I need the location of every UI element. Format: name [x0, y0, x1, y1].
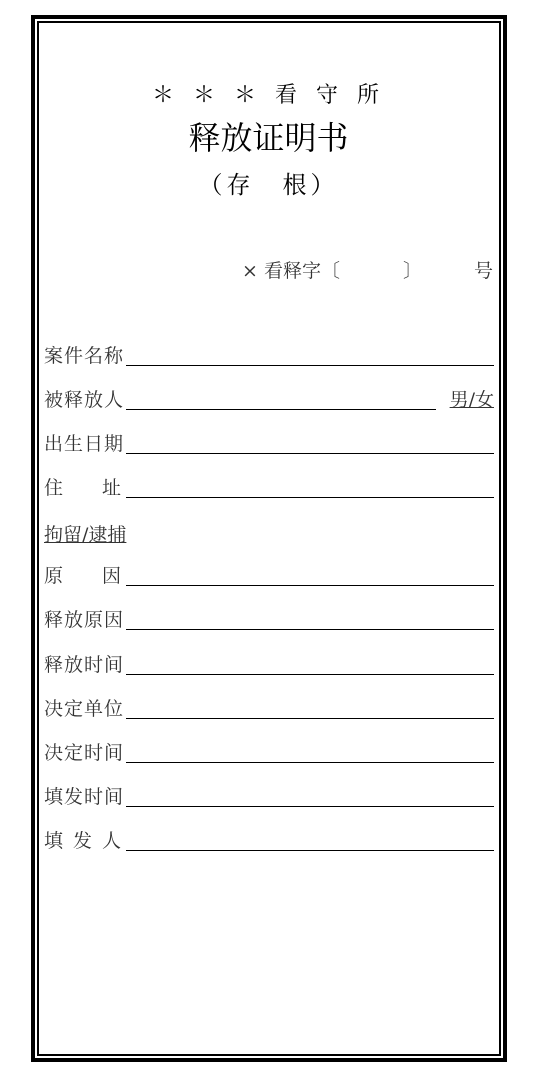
doc-number-bracket-close: 〕	[403, 260, 423, 282]
field-label: 决定单位	[44, 698, 125, 720]
label-part: 填	[44, 830, 65, 852]
document-title: 释放证明书	[188, 119, 349, 157]
field-label: 出生日期	[44, 433, 125, 455]
institution-line: ＊ ＊ ＊ 看 守 所	[152, 83, 385, 108]
label-part: 址	[101, 477, 122, 499]
field-label	[44, 561, 126, 588]
field-issuer[interactable]	[44, 827, 494, 853]
document-subtitle: （存 根）	[198, 171, 339, 199]
field-birth-date[interactable]	[44, 430, 494, 456]
field-released-person[interactable]	[44, 386, 494, 412]
field-label: 填发时间	[44, 786, 125, 808]
field-case-name[interactable]	[44, 342, 494, 368]
label-part: 发	[72, 830, 93, 852]
label-part: 人	[101, 830, 122, 852]
doc-number-prefix: × 看释字〔	[242, 260, 340, 282]
label-part: 原	[44, 565, 65, 587]
doc-number-suffix: 号	[474, 260, 494, 282]
gender-option[interactable]: 男/女	[449, 389, 494, 411]
label-part: 住	[44, 477, 65, 499]
field-decision-unit[interactable]	[44, 695, 494, 721]
field-label	[44, 826, 126, 853]
field-label: 释放原因	[44, 609, 125, 631]
label-part: 因	[101, 565, 122, 587]
field-address[interactable]	[44, 474, 494, 500]
blank-line[interactable]	[126, 585, 494, 586]
blank-line[interactable]	[126, 497, 494, 498]
field-release-time[interactable]	[44, 651, 494, 677]
blank-line[interactable]	[126, 718, 494, 719]
blank-line[interactable]	[126, 806, 494, 807]
blank-line[interactable]	[126, 850, 494, 851]
blank-line[interactable]	[126, 674, 494, 675]
detention-arrest-option[interactable]: 拘留/逮捕	[44, 524, 127, 546]
field-decision-time[interactable]	[44, 739, 494, 765]
blank-line[interactable]	[126, 365, 494, 366]
field-issue-time[interactable]	[44, 783, 494, 809]
field-release-reason[interactable]	[44, 606, 494, 632]
field-label: 案件名称	[44, 345, 125, 367]
field-reason[interactable]	[44, 562, 494, 588]
field-label: 被释放人	[44, 389, 125, 411]
field-label	[44, 473, 126, 500]
blank-line[interactable]	[126, 762, 494, 763]
blank-line[interactable]	[126, 453, 494, 454]
field-label: 释放时间	[44, 654, 125, 676]
field-label: 决定时间	[44, 742, 125, 764]
blank-line[interactable]	[126, 409, 436, 410]
blank-line[interactable]	[126, 629, 494, 630]
